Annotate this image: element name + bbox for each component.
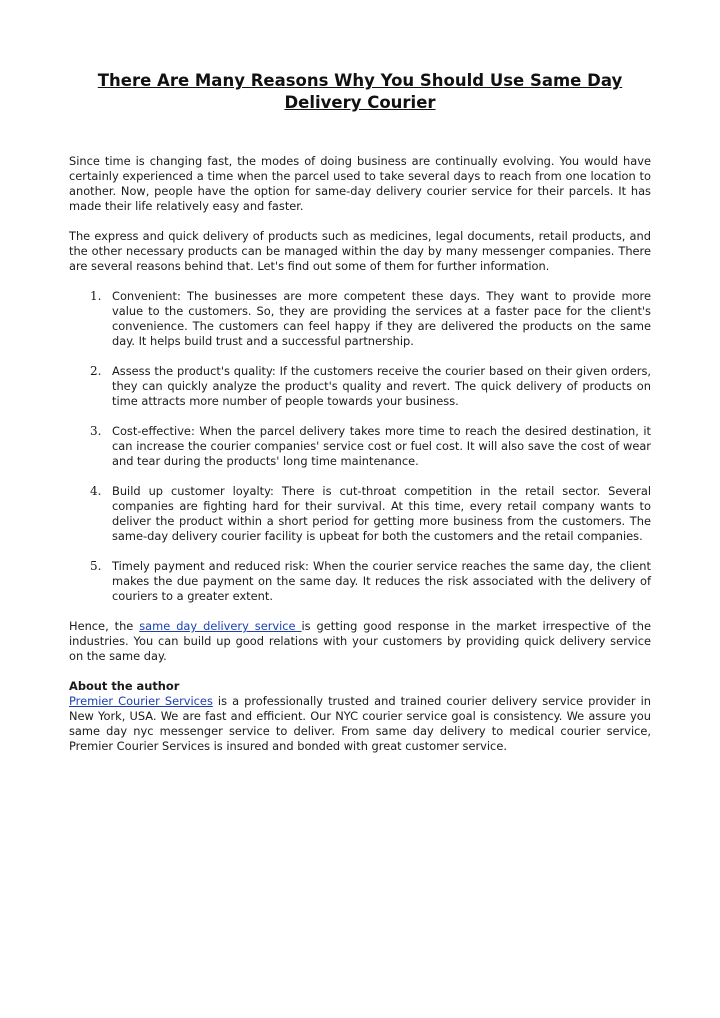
intro-paragraph: Since time is changing fast, the modes of doing business are continually evolving. You would have certainly experienced a time when the parcel used to take several days to reach from one location to another. Now, people have the option for same-day delivery courier service for their parcels. It has made their life relatively easy and faster.	[69, 154, 651, 213]
conclusion-text-before: Hence, the	[69, 619, 140, 633]
list-item-text: Cost-effective: When the parcel delivery takes more time to reach the desired destination, it can increase the courier companies' service cost or fuel cost. It will also save the cost of wear and tear during the products' long time maintenance.	[112, 424, 651, 468]
reasons-list	[69, 289, 651, 604]
list-item-text: Convenient: The businesses are more competent these days. They want to provide more value to the customers. So, they are providing the services at a faster pace for the client's convenience. The customers can feel happy if they are delivered the products on the same day. It helps build trust and a successful partnership.	[112, 289, 651, 348]
list-item	[90, 289, 651, 349]
author-text: is a professionally trusted and trained courier delivery service provider in New York, USA. We are fast and efficient. Our NYC courier service goal is consistency. We assure you same day nyc messenger service to deliver. From same day delivery to medical courier service, Premier Courier Services is insured and bonded with great customer service.	[69, 694, 651, 753]
list-item-text: Build up customer loyalty: There is cut-throat competition in the retail sector. Several companies are fighting hard for their survival. At this time, every retail company wants to deliver the product within a short period for getting more business from the customers. The same-day delivery courier facility is upbeat for both the customers and the retail companies.	[112, 484, 651, 543]
list-item-number: 2.	[90, 364, 102, 378]
list-item-number: 3.	[90, 424, 102, 438]
conclusion-paragraph	[69, 619, 651, 664]
list-item	[90, 424, 651, 469]
author-paragraph	[69, 694, 651, 754]
document-page	[69, 70, 651, 754]
list-item-number: 5.	[90, 559, 102, 573]
author-heading: About the author	[69, 679, 180, 693]
list-item-number: 4.	[90, 484, 102, 498]
same-day-delivery-link[interactable]: same day delivery service	[139, 619, 302, 633]
second-paragraph: The express and quick delivery of products such as medicines, legal documents, retail products, and the other necessary products can be managed within the day by many messenger companies. There are several reasons behind that. Let's find out some of them for further information.	[69, 229, 651, 273]
list-item	[90, 484, 651, 544]
document-title: There Are Many Reasons Why You Should Use Same Day Delivery Courier	[97, 71, 623, 112]
list-item-text: Timely payment and reduced risk: When the courier service reaches the same day, the client makes the due payment on the same day. It reduces the risk associated with the delivery of couriers to a greater extent.	[112, 559, 651, 603]
list-item	[90, 559, 651, 604]
list-item-text: Assess the product's quality: If the customers receive the courier based on their given orders, they can quickly analyze the product's quality and revert. The quick delivery of products on time attracts more number of people towards your business.	[112, 364, 651, 408]
list-item	[90, 364, 651, 409]
conclusion-text-after: is getting good response in the market irrespective of the industries. You can build up good relations with your customers by providing quick delivery service on the same day.	[69, 619, 651, 663]
list-item-number: 1.	[90, 289, 102, 303]
premier-courier-link[interactable]: Premier Courier Services	[69, 694, 213, 708]
